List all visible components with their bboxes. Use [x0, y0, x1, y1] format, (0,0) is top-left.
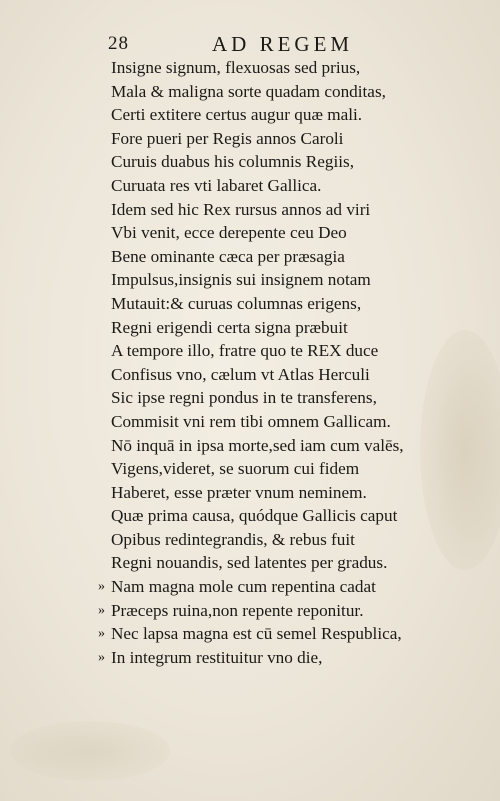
verse-line-text: Quæ prima causa, quódque Gallicis caput [111, 506, 398, 526]
page-number: 28 [108, 33, 129, 54]
verse-line [111, 316, 493, 340]
verse-line-text: Commisit vni rem tibi omnem Gallicam. [111, 411, 391, 431]
verse-line-text: Confisus vno, cælum vt Atlas Herculi [111, 364, 370, 384]
verse-line-text: In integrum restituitur vno die, [111, 647, 323, 667]
verse-line [111, 56, 493, 80]
verse-line [111, 80, 493, 104]
verse-line-text: Impulsus,insignis sui insignem notam [111, 270, 371, 290]
verse-line [111, 150, 493, 174]
verse-line-text: Curuis duabus his columnis Regiis, [111, 152, 355, 172]
verse-line-text: Nō inquā in ipsa morte,sed iam cum valēs, [111, 435, 404, 455]
verse-line [111, 221, 493, 245]
verse-line [111, 386, 493, 410]
verse-line [111, 198, 493, 222]
verse-line [98, 575, 493, 599]
verse-line-text: Mutauit:& curuas columnas erigens, [111, 293, 362, 313]
verse-line [111, 481, 493, 505]
verse-line [111, 245, 493, 269]
quote-mark: » [98, 602, 105, 618]
verse-line-text: Idem sed hic Rex rursus annos ad viri [111, 199, 371, 219]
verse-line [111, 292, 493, 316]
verse-line [111, 410, 493, 434]
paper-stain [10, 721, 170, 781]
verse-line [111, 363, 493, 387]
verse-line [111, 339, 493, 363]
running-head: AD REGEM [212, 32, 354, 56]
verse-line [111, 174, 493, 198]
verse-line [98, 599, 493, 623]
verse-line-text: Sic ipse regni pondus in te transferens, [111, 388, 377, 408]
verse-line-text: Fore pueri per Regis annos Caroli [111, 128, 344, 148]
verse-line [111, 528, 493, 552]
quote-mark: » [98, 649, 105, 665]
verse-line [98, 622, 493, 646]
verse-line [98, 646, 493, 670]
verse-line-text: Nam magna mole cum repentina cadat [111, 577, 376, 597]
verse-line [111, 268, 493, 292]
verse-line-text: Opibus redintegrandis, & rebus fuit [111, 529, 355, 549]
verse-line [111, 434, 493, 458]
verse-line-text: Regni nouandis, sed latentes per gradus. [111, 553, 388, 573]
verse-line-text: Præceps ruina,non repente reponitur. [111, 600, 364, 620]
verse-line-text: Vbi venit, ecce derepente ceu Deo [111, 223, 347, 243]
verse-line-text: Nec lapsa magna est cū semel Respublica, [111, 624, 402, 644]
verse-line-text: Vigens,videret, se suorum cui fidem [111, 459, 360, 479]
verse-line-text: Mala & maligna sorte quadam conditas, [111, 81, 386, 101]
verse-line [111, 504, 493, 528]
verse-line-text: A tempore illo, fratre quo te REX duce [111, 341, 379, 361]
verse-line [111, 551, 493, 575]
quote-mark: » [98, 579, 105, 595]
verse-line [111, 127, 493, 151]
verse-line-text: Certi extitere certus augur quæ mali. [111, 105, 363, 125]
verse-line-text: Regni erigendi certa signa præbuit [111, 317, 348, 337]
verse-text-block [98, 56, 493, 669]
verse-line [111, 457, 493, 481]
verse-line-text: Bene ominante cæca per præsagia [111, 246, 345, 266]
verse-line-text: Haberet, esse præter vnum neminem. [111, 482, 367, 502]
verse-line [111, 103, 493, 127]
verse-line-text: Insigne signum, flexuosas sed prius, [111, 58, 361, 77]
quote-mark: » [98, 626, 105, 642]
verse-line-text: Curuata res vti labaret Gallica. [111, 175, 322, 195]
